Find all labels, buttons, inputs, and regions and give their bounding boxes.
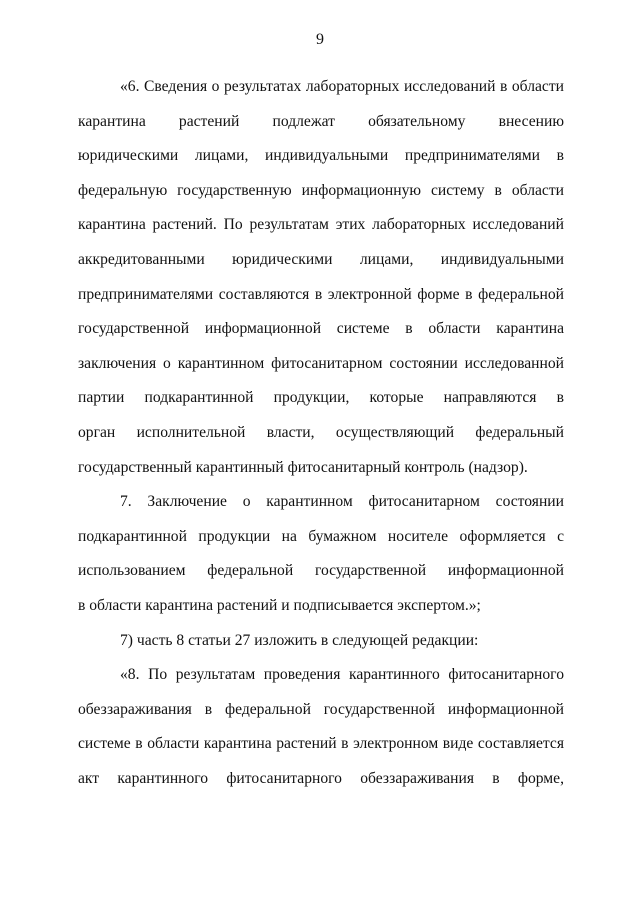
text-line: «6. Сведения о результатах лабораторных исследований в области bbox=[120, 78, 564, 95]
text-line: системе в области карантина растений в электронном виде составляется bbox=[78, 735, 564, 753]
text-line: предпринимателями составляются в электронной форме в федеральной bbox=[78, 285, 564, 303]
text-line: юридическими лицами, индивидуальными предпринимателями в bbox=[78, 147, 564, 165]
text-line: аккредитованными юридическими лицами, индивидуальными bbox=[78, 250, 564, 268]
text-line: использованием федеральной государственной информационной bbox=[78, 562, 564, 580]
document-body bbox=[78, 70, 564, 796]
text-line: 7) часть 8 статьи 27 изложить в следующей редакции: bbox=[120, 631, 479, 649]
text-line: 7. Заключение о карантинном фитосанитарном состоянии bbox=[120, 493, 564, 511]
text-line: подкарантинной продукции на бумажном носителе оформляется с bbox=[78, 527, 564, 545]
text-line: «8. По результатам проведения карантинного фитосанитарного bbox=[120, 666, 564, 684]
text-line: обеззараживания в федеральной государственной информационной bbox=[78, 700, 564, 718]
text-line: карантина растений подлежат обязательному внесению bbox=[78, 112, 564, 130]
text-line: федеральную государственную информационную систему в области bbox=[78, 181, 564, 199]
text-line: заключения о карантинном фитосанитарном состоянии исследованной bbox=[78, 354, 564, 372]
text-line: акт карантинного фитосанитарного обеззараживания в форме, bbox=[78, 769, 564, 787]
text-line: карантина растений. По результатам этих лабораторных исследований bbox=[78, 216, 564, 234]
page-number: 9 bbox=[316, 31, 324, 48]
text-line: государственной информационной системе в области карантина bbox=[78, 320, 564, 338]
text-line: партии подкарантинной продукции, которые направляются в bbox=[78, 389, 564, 407]
text-line: орган исполнительной власти, осуществляющий федеральный bbox=[78, 423, 564, 441]
text-line: в области карантина растений и подписывается экспертом.»; bbox=[78, 596, 481, 614]
text-line: государственный карантинный фитосанитарный контроль (надзор). bbox=[78, 458, 528, 476]
